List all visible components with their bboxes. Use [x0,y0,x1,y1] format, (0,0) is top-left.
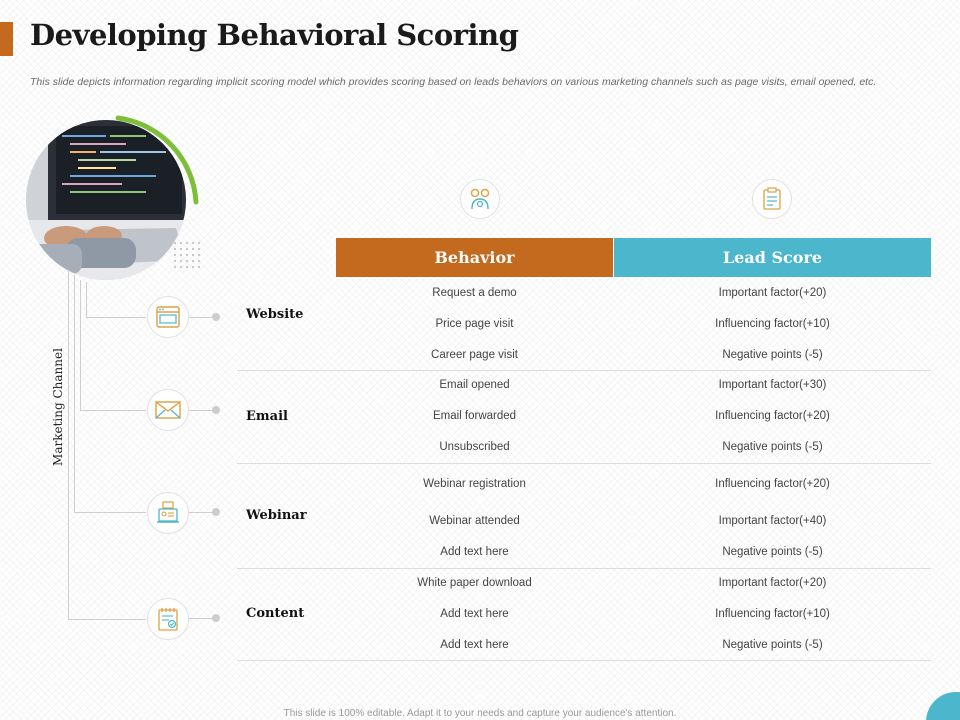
behavior-cell: Price page visit [435,318,514,330]
channel-webinar: Webinar [246,508,307,523]
behavior-cell: Email opened [439,379,510,391]
connector-dot [212,614,220,622]
behavior-column-header: Behavior [336,238,613,277]
behavior-cell: Add text here [440,608,509,620]
channel-website: Website [246,307,304,322]
envelope-icon [147,389,189,431]
channel-content: Content [246,606,305,621]
score-cell: Influencing factor(+10) [715,608,830,620]
score-cell: Important factor(+30) [718,379,827,391]
decorative-corner-circle [926,692,960,720]
connector-line [74,275,75,512]
presentation-laptop-icon [147,492,189,534]
behavior-cell: Add text here [440,639,509,651]
group-divider [237,568,931,569]
hero-photo [26,120,188,282]
score-cell: Influencing factor(+20) [715,478,830,490]
page-title: Developing Behavioral Scoring [30,18,519,52]
connector-line [86,317,146,318]
score-sheet-icon [752,179,792,219]
group-divider [237,370,931,371]
score-cell: Influencing factor(+20) [715,410,830,422]
score-cell: Negative points (-5) [722,639,823,651]
score-cell: Negative points (-5) [722,441,823,453]
score-cell: Important factor(+40) [718,515,827,527]
connector-dot [212,508,220,516]
gears-head-icon [460,179,500,219]
score-cell: Negative points (-5) [722,546,823,558]
decorative-dot-grid [172,240,204,272]
behavior-cell: Email forwarded [432,410,517,422]
behavior-cell: Add text here [440,546,509,558]
connector-line [86,282,87,318]
score-cell: Influencing factor(+10) [715,318,830,330]
connector-line [74,512,146,513]
connector-dot [212,406,220,414]
progress-arc [8,110,208,310]
score-cell: Important factor(+20) [718,287,827,299]
connector-line [68,619,146,620]
score-cell: Negative points (-5) [722,349,823,361]
behavior-cell: Request a demo [432,287,517,299]
connector-line [68,270,69,620]
group-divider [237,660,931,661]
page-subtitle: This slide depicts information regarding implicit scoring model which provides scoring based on leads behaviors on various marketing channels such as page visits, email opened, etc. [30,76,877,88]
connector-dot [212,313,220,321]
footer-note: This slide is 100% editable. Adapt it to your needs and capture your audience's attention. [283,708,677,719]
behavior-cell: Career page visit [431,349,518,361]
group-divider [237,463,931,464]
browser-window-icon [147,296,189,338]
connector-line [80,280,81,410]
document-check-icon [147,598,189,640]
behavior-cell: White paper download [417,577,532,589]
behavior-cell: Webinar registration [423,478,526,490]
behavior-cell: Webinar attended [429,515,520,527]
title-accent-bar [0,22,13,56]
score-cell: Important factor(+20) [718,577,827,589]
marketing-channel-label: Marketing Channel [51,348,65,466]
connector-line [80,410,146,411]
behavior-cell: Unsubscribed [439,441,510,453]
lead-score-column-header: Lead Score [614,238,931,277]
channel-email: Email [246,409,288,424]
